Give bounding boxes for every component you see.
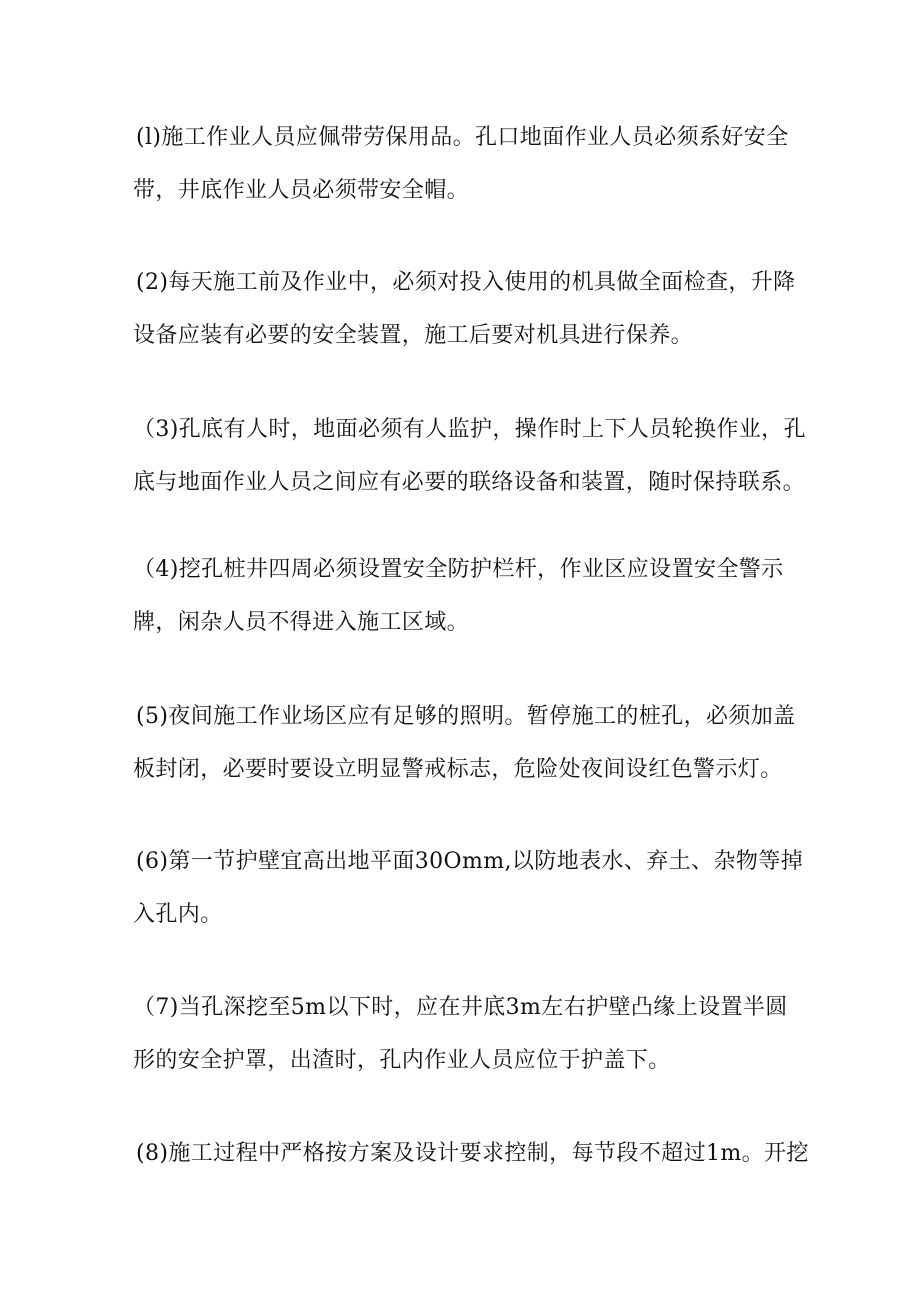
- paragraph-3: [133, 415, 806, 497]
- paragraph-5: [133, 702, 796, 784]
- paragraph-2: [133, 268, 796, 350]
- paragraph-8-line-1: (8)施工过程中严格按方案及设计要求控制，每节段不超过1m。开挖: [136, 1141, 809, 1166]
- paragraph-8: [133, 1139, 809, 1168]
- paragraph-3-line-2: 底与地面作业人员之间应有必要的联络设备和装置，随时保持联系。: [133, 470, 806, 495]
- paragraph-1-line-1: (l)施工作业人员应佩带劳保用品。孔口地面作业人员必须系好安全: [136, 125, 789, 150]
- paragraph-6-line-2: 入孔内。: [133, 902, 223, 927]
- paragraph-7-line-1: （7)当孔深挖至5m以下时，应在井底3m左右护壁凸缘上设置半圆: [133, 995, 788, 1020]
- paragraph-4: [133, 555, 793, 637]
- paragraph-2-line-1: (2)每天施工前及作业中，必须对投入使用的机具做全面检查，升降: [136, 270, 796, 295]
- paragraph-6: [133, 847, 804, 929]
- paragraph-4-line-2: 牌，闲杂人员不得进入施工区域。: [133, 610, 470, 635]
- paragraph-7-line-2: 形的安全护罩，出渣时，孔内作业人员应位于护盖下。: [133, 1048, 671, 1073]
- paragraph-2-line-2: 设备应装有必要的安全装置，施工后要对机具进行保养。: [133, 323, 694, 348]
- paragraph-1-line-2: 带，井底作业人员必须带安全帽。: [133, 178, 470, 203]
- paragraph-4-line-1: （4)挖孔桩井四周必须设置安全防护栏杆，作业区应设置安全警示: [133, 557, 784, 582]
- paragraph-1: [133, 123, 793, 205]
- paragraph-7: [133, 993, 793, 1075]
- paragraph-5-line-1: (5)夜间施工作业场区应有足够的照明。暂停施工的桩孔，必须加盖: [136, 704, 796, 729]
- paragraph-6-line-1: (6)第一节护壁宜高出地平面30Omm,以防地表水、弃土、杂物等掉: [136, 849, 804, 874]
- paragraph-3-line-1: （3)孔底有人时，地面必须有人监护，操作时上下人员轮换作业，孔: [133, 417, 806, 442]
- paragraph-5-line-2: 板封闭，必要时要设立明显警戒标志，危险处夜间设红色警示灯。: [133, 757, 783, 782]
